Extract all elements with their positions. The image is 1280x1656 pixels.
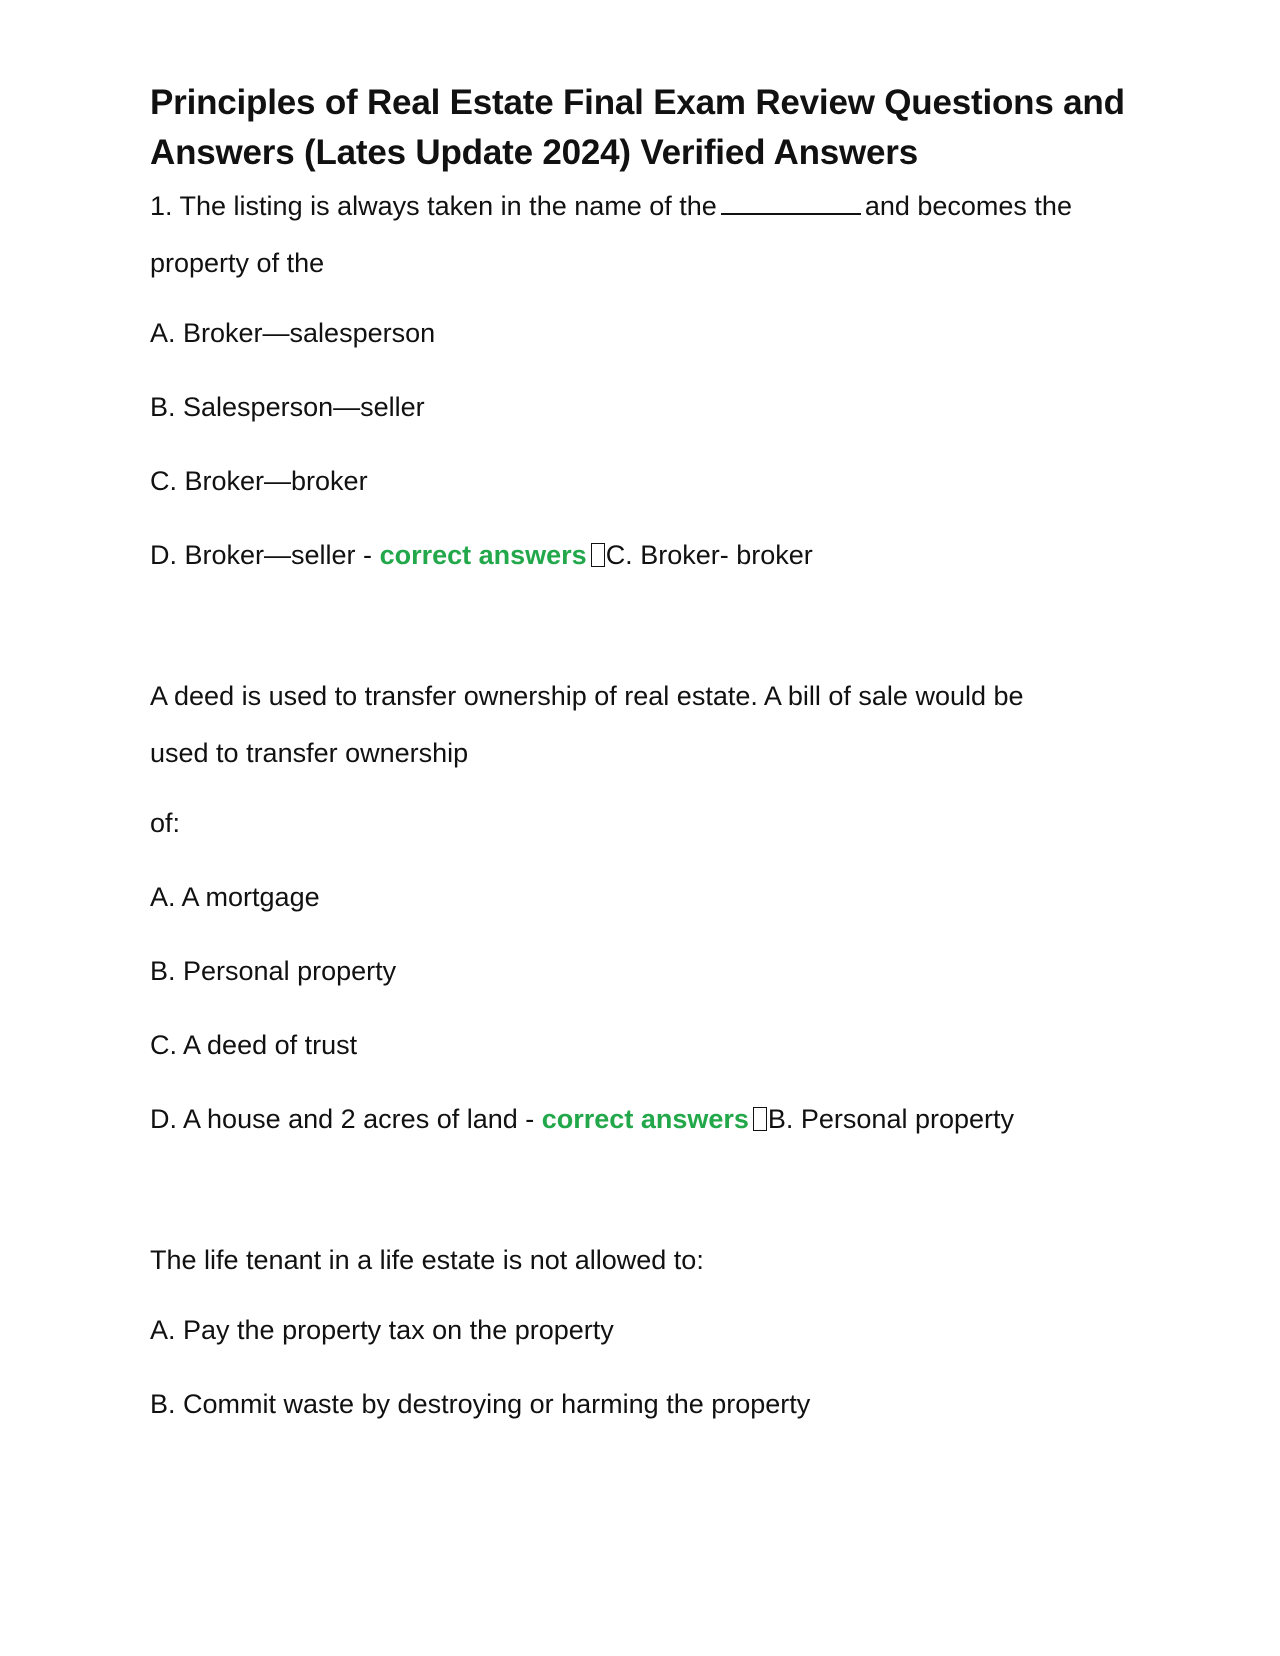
question-2-answer: B. Personal property (767, 1104, 1015, 1134)
question-3-option-a: A. Pay the property tax on the property (150, 1315, 614, 1345)
question-2-prompt-line1: A deed is used to transfer ownership of real estate. A bill of sale would be (150, 681, 1024, 711)
question-2-option-c: C. A deed of trust (150, 1030, 358, 1060)
question-1-prompt-start: 1. The listing is always taken in the name of the (150, 191, 717, 221)
document-page (150, 78, 1150, 1433)
fill-in-blank (721, 191, 861, 215)
question-3 (150, 1232, 1150, 1433)
correct-answers-label: correct answers (379, 540, 587, 570)
question-2-option-d-text: D. A house and 2 acres of land - (150, 1104, 535, 1134)
document-title: Principles of Real Estate Final Exam Review Questions and Answers (Lates Update 2024) Verified Answers (150, 83, 1125, 172)
question-1-option-b: B. Salesperson—seller (150, 392, 425, 422)
missing-glyph-box-icon (753, 1107, 767, 1131)
question-2-option-d (150, 1091, 1150, 1148)
question-2-option-b: B. Personal property (150, 956, 397, 986)
correct-answers-label: correct answers (541, 1104, 749, 1134)
question-1 (150, 178, 1150, 584)
question-2 (150, 668, 1150, 1148)
missing-glyph-box-icon (591, 543, 605, 567)
question-1-prompt-end: and becomes the (864, 191, 1072, 221)
question-2-prompt-line2: used to transfer ownership (150, 738, 469, 768)
question-1-answer: C. Broker- broker (605, 540, 813, 570)
question-1-option-c: C. Broker—broker (150, 466, 368, 496)
question-1-option-a: A. Broker—salesperson (150, 318, 436, 348)
question-3-prompt-line1: The life tenant in a life estate is not allowed to: (150, 1245, 704, 1275)
question-1-prompt (150, 178, 1150, 235)
question-1-option-d (150, 527, 1150, 584)
question-3-option-b: B. Commit waste by destroying or harming the property (150, 1389, 811, 1419)
question-1-option-d-text: D. Broker—seller - (150, 540, 373, 570)
question-1-prompt-line2: property of the (150, 248, 325, 278)
question-2-prompt-line3: of: (150, 808, 181, 838)
question-2-option-a: A. A mortgage (150, 882, 320, 912)
